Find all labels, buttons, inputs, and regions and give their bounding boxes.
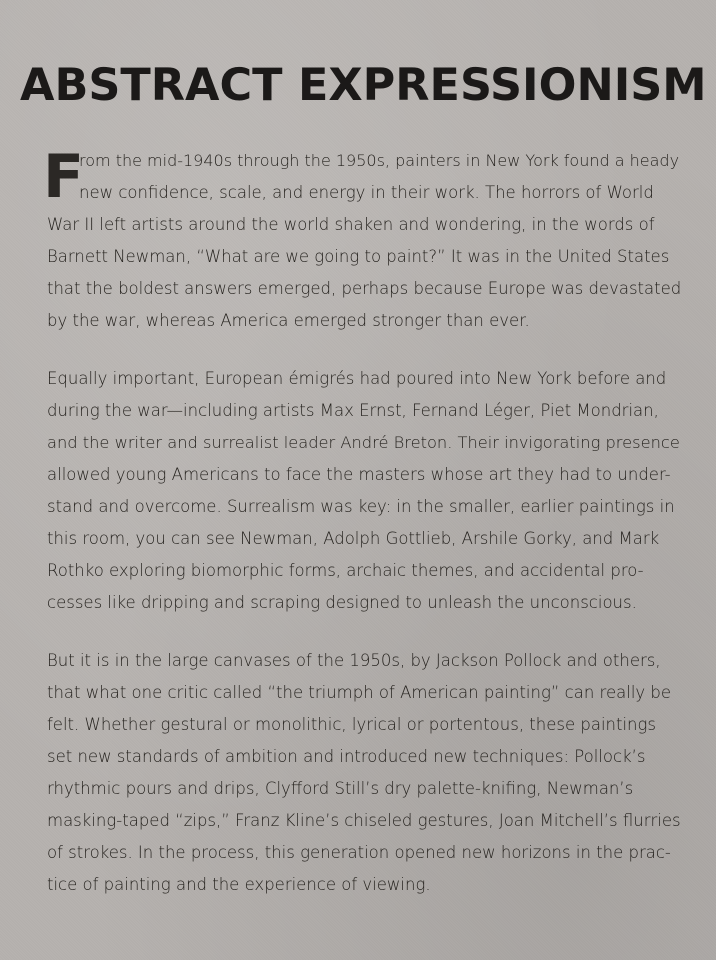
- text-line: set new standards of ambition and introduced new techniques: Pollock’s: [47, 747, 646, 766]
- page-title: ABSTRACT EXPRESSIONISM: [20, 60, 707, 111]
- text-line: War II left artists around the world shaken and wondering, in the words of: [47, 215, 655, 234]
- text-line: Barnett Newman, “What are we going to paint?” It was in the United States: [47, 247, 670, 266]
- text-line: rom the mid-1940s through the 1950s, painters in New York found a heady: [79, 151, 680, 170]
- text-line: allowed young Americans to face the masters whose art they had to under-: [47, 465, 671, 484]
- text-line: of strokes. In the process, this generation opened new horizons in the prac-: [47, 843, 671, 862]
- paragraph-3: [47, 645, 687, 901]
- text-line: that the boldest answers emerged, perhaps because Europe was devastated: [47, 279, 682, 298]
- text-line: tice of painting and the experience of viewing.: [47, 875, 431, 894]
- text-line: But it is in the large canvases of the 1950s, by Jackson Pollock and others,: [47, 651, 661, 670]
- paragraph-1: [43, 142, 687, 337]
- text-line: and the writer and surrealist leader André Breton. Their invigorating presence: [47, 433, 680, 452]
- text-line: during the war—including artists Max Ernst, Fernand Léger, Piet Mondrian,: [47, 401, 659, 420]
- text-line: by the war, whereas America emerged stronger than ever.: [47, 311, 530, 330]
- text-line: that what one critic called “the triumph of American painting” can really be: [47, 683, 672, 702]
- paragraph-2: [47, 363, 687, 619]
- text-line: masking-taped “zips,” Franz Kline’s chiseled gestures, Joan Mitchell’s flurries: [47, 811, 681, 830]
- text-line: Rothko exploring biomorphic forms, archaic themes, and accidental pro-: [47, 561, 644, 580]
- text-line: cesses like dripping and scraping designed to unleash the unconscious.: [47, 593, 637, 612]
- text-line: Equally important, European émigrés had poured into New York before and: [47, 369, 667, 388]
- text-line: this room, you can see Newman, Adolph Gottlieb, Arshile Gorky, and Mark: [47, 529, 660, 548]
- text-line: new confidence, scale, and energy in their work. The horrors of World: [79, 183, 654, 202]
- text-line: felt. Whether gestural or monolithic, lyrical or portentous, these paintings: [47, 715, 657, 734]
- drop-cap: F: [43, 142, 84, 212]
- text-line: rhythmic pours and drips, Clyfford Still’s dry palette-knifing, Newman’s: [47, 779, 634, 798]
- text-line: stand and overcome. Surrealism was key: in the smaller, earlier paintings in: [47, 497, 675, 516]
